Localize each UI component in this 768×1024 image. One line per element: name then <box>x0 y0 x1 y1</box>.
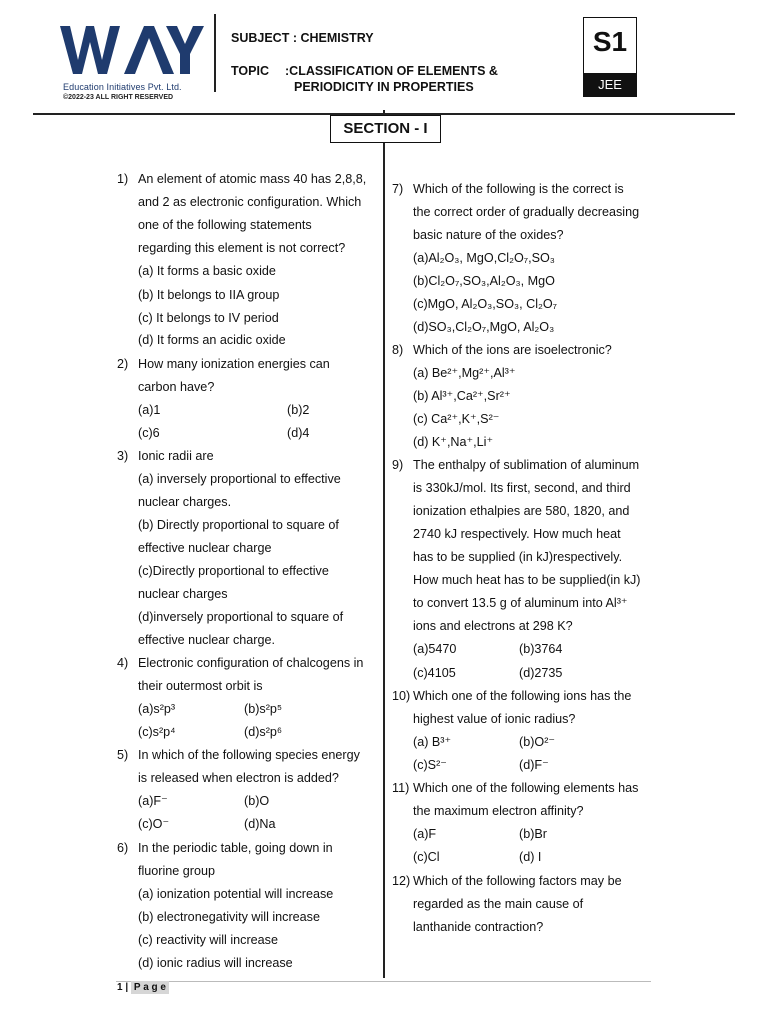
answer-option: (d) K⁺,Na⁺,Li⁺ <box>413 435 494 449</box>
section-title: SECTION - I <box>330 115 441 143</box>
answer-option: effective nuclear charge <box>138 541 272 555</box>
answer-option: (d) I <box>519 850 542 864</box>
answer-option: (a)5470 <box>413 642 457 656</box>
answer-option: (c)O⁻ <box>138 817 170 831</box>
question-text: Which one of the following ions has the <box>413 689 632 703</box>
answer-option: (b)s²p⁵ <box>244 702 283 716</box>
question-text: basic nature of the oxides? <box>413 228 564 242</box>
answer-option: (d)Na <box>244 817 276 831</box>
answer-option: (d)SO₃,Cl₂O₇,MgO, Al₂O₃ <box>413 320 555 334</box>
question-text: is 330kJ/mol. Its first, second, and third <box>413 481 631 495</box>
answer-option: (b) Al³⁺,Ca²⁺,Sr²⁺ <box>413 389 511 403</box>
question-text: highest value of ionic radius? <box>413 712 576 726</box>
answer-option: (d)s²p⁶ <box>244 725 283 739</box>
question-number: 7) <box>392 182 404 196</box>
subject-label: SUBJECT : CHEMISTRY <box>231 31 374 45</box>
topic-line-1: :CLASSIFICATION OF ELEMENTS & <box>285 64 498 78</box>
logo-subtitle: Education Initiatives Pvt. Ltd. <box>63 82 182 92</box>
answer-option: (c)6 <box>138 426 160 440</box>
way-logo-icon <box>58 18 208 82</box>
answer-option: (a)s²p³ <box>138 702 176 716</box>
page-footer: 1 | P a g e <box>117 982 169 993</box>
question-text: Which of the following factors may be <box>413 874 622 888</box>
company-logo <box>58 18 208 108</box>
question-number: 9) <box>392 458 404 472</box>
page-label: P a g e <box>131 981 169 994</box>
topic-line-2: PERIODICITY IN PROPERTIES <box>294 80 474 94</box>
answer-option: (a)Al₂O₃, MgO,Cl₂O₇,SO₃ <box>413 251 555 265</box>
question-text: ions and electrons at 298 K? <box>413 619 573 633</box>
answer-option: nuclear charges. <box>138 495 232 509</box>
question-text: has to be supplied (in kJ)respectively. <box>413 550 623 564</box>
answer-option: (d) ionic radius will increase <box>138 956 293 970</box>
question-text: the maximum electron affinity? <box>413 804 584 818</box>
answer-option: (b) It belongs to IIA group <box>138 288 280 302</box>
question-number: 11) <box>392 781 410 795</box>
answer-option: (c)Directly proportional to effective <box>138 564 329 578</box>
question-text: 2740 kJ respectively. How much heat <box>413 527 621 541</box>
answer-option: effective nuclear charge. <box>138 633 275 647</box>
header-divider <box>214 14 216 92</box>
question-text: Ionic radii are <box>138 449 214 463</box>
answer-option: (b)O²⁻ <box>519 735 556 749</box>
question-text: In which of the following species energy <box>138 748 360 762</box>
question-text: The enthalpy of sublimation of aluminum <box>413 458 640 472</box>
answer-option: nuclear charges <box>138 587 228 601</box>
logo-copyright: ©2022-23 ALL RIGHT RESERVED <box>63 94 174 101</box>
answer-option: (a) It forms a basic oxide <box>138 264 276 278</box>
column-divider <box>383 110 385 978</box>
question-number: 6) <box>117 841 129 855</box>
question-text: ionization ethalpies are 580, 1820, and <box>413 504 630 518</box>
answer-option: (a) inversely proportional to effective <box>138 472 341 486</box>
answer-option: (a) Be²⁺,Mg²⁺,Al³⁺ <box>413 366 516 380</box>
question-text: regarded as the main cause of <box>413 897 584 911</box>
answer-option: (b)2 <box>287 403 310 417</box>
answer-option: (d)inversely proportional to square of <box>138 610 344 624</box>
answer-option: (a) ionization potential will increase <box>138 887 334 901</box>
set-badge <box>583 17 637 97</box>
question-text: Which of the following is the correct is <box>413 182 624 196</box>
answer-option: (b)Br <box>519 827 547 841</box>
question-number: 3) <box>117 449 129 463</box>
topic-label: TOPIC <box>231 64 269 78</box>
question-text: fluorine group <box>138 864 216 878</box>
answer-option: (c) It belongs to IV period <box>138 311 279 325</box>
question-number: 5) <box>117 748 129 762</box>
page-number: 1 <box>117 982 123 993</box>
answer-option: (d) It forms an acidic oxide <box>138 333 286 347</box>
question-number: 2) <box>117 357 129 371</box>
question-text: How much heat has to be supplied(in kJ) <box>413 573 641 587</box>
question-text: one of the following statements <box>138 218 312 232</box>
question-text: their outermost orbit is <box>138 679 263 693</box>
question-text: is released when electron is added? <box>138 771 339 785</box>
question-number: 8) <box>392 343 404 357</box>
answer-option: (a)1 <box>138 403 161 417</box>
answer-option: (d)4 <box>287 426 310 440</box>
badge-code: S1 <box>592 26 628 57</box>
question-number: 1) <box>117 172 129 186</box>
question-text: An element of atomic mass 40 has 2,8,8, <box>138 172 367 186</box>
question-text: In the periodic table, going down in <box>138 841 333 855</box>
question-text: lanthanide contraction? <box>413 920 544 934</box>
answer-option: (c)MgO, Al₂O₃,SO₃, Cl₂O₇ <box>413 297 558 311</box>
answer-option: (c) Ca²⁺,K⁺,S²⁻ <box>413 412 500 426</box>
answer-option: (b) electronegativity will increase <box>138 910 320 924</box>
answer-option: (a)F <box>413 827 437 841</box>
question-text: regarding this element is not correct? <box>138 241 346 255</box>
question-text: Which one of the following elements has <box>413 781 639 795</box>
question-number: 12) <box>392 874 411 888</box>
answer-option: (c)4105 <box>413 666 456 680</box>
answer-option: (c)S²⁻ <box>413 758 447 772</box>
badge-exam: JEE <box>584 73 636 96</box>
answer-option: (c)s²p⁴ <box>138 725 176 739</box>
answer-option: (b)3764 <box>519 642 563 656</box>
answer-option: (d)F⁻ <box>519 758 549 772</box>
question-text: Electronic configuration of chalcogens in <box>138 656 364 670</box>
question-text: carbon have? <box>138 380 215 394</box>
question-number: 4) <box>117 656 129 670</box>
answer-option: (d)2735 <box>519 666 563 680</box>
question-number: 10) <box>392 689 411 703</box>
answer-option: (a) B³⁺ <box>413 735 452 749</box>
answer-option: (a)F⁻ <box>138 794 168 808</box>
question-text: How many ionization energies can <box>138 357 330 371</box>
answer-option: (b)O <box>244 794 270 808</box>
footer-rule <box>116 981 651 982</box>
question-text: Which of the ions are isoelectronic? <box>413 343 612 357</box>
question-text: and 2 as electronic configuration. Which <box>138 195 362 209</box>
question-text: to convert 13.5 g of aluminum into Al³⁺ <box>413 596 628 610</box>
answer-option: (c) reactivity will increase <box>138 933 278 947</box>
answer-option: (b)Cl₂O₇,SO₃,Al₂O₃, MgO <box>413 274 555 288</box>
answer-option: (c)Cl <box>413 850 440 864</box>
answer-option: (b) Directly proportional to square of <box>138 518 339 532</box>
question-text: the correct order of gradually decreasing <box>413 205 640 219</box>
